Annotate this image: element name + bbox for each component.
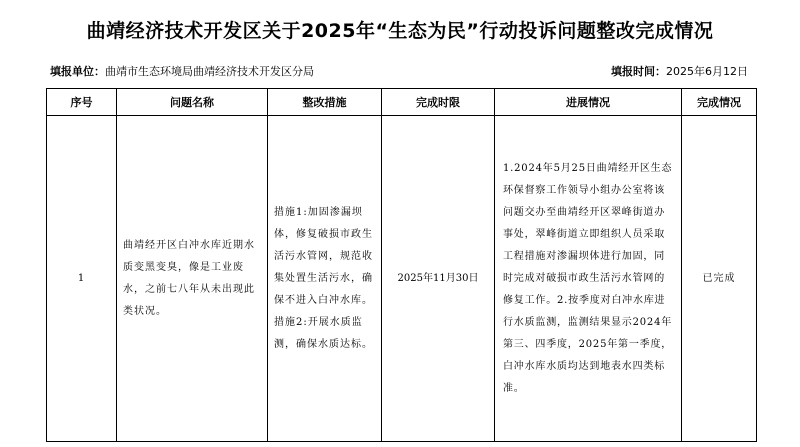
- reporting-time-value: 2025年6月12日: [666, 65, 748, 78]
- reporting-unit-label: 填报单位：: [50, 65, 105, 78]
- reporting-unit-value: 曲靖市生态环境局曲靖经济技术开发区分局: [105, 65, 314, 78]
- header-progress: 进展情况: [495, 89, 682, 116]
- header-seq: 序号: [47, 89, 117, 116]
- reporting-unit: [50, 63, 314, 79]
- reporting-time: [611, 63, 748, 79]
- cell-problem: 曲靖经开区白冲水库近期水质变黑变臭，像是工业废水，之前七八年从未出现此类状况。: [117, 116, 268, 442]
- cell-deadline: 2025年11月30日: [382, 116, 495, 442]
- header-status: 完成情况: [682, 89, 757, 116]
- rectification-table: [46, 88, 757, 442]
- table-header-row: [47, 89, 757, 116]
- document-title: 曲靖经济技术开发区关于2025年“生态为民”行动投诉问题整改完成情况: [86, 20, 714, 42]
- cell-progress: 1.2024年5月25日曲靖经开区生态环保督察工作领导小组办公室将该问题交办至曲靖经开区翠峰街道办事处，翠峰街道立即组织人员采取工程措施对渗漏坝体进行加固，同时完成对破损市政生活污水管网的修复工作。2.按季度对白冲水库进行水质监测，监测结果显示2024年第三、四季度，2025年第一季度，白冲水库水质均达到地表水四类标准。: [495, 116, 682, 442]
- reporting-time-label: 填报时间：: [611, 65, 666, 78]
- header-deadline: 完成时限: [382, 89, 495, 116]
- cell-measures: 措施1:加固渗漏坝体，修复破损市政生活污水管网，规范收集处置生活污水，确保不进入白冲水库。措施2:开展水质监测，确保水质达标。: [268, 116, 382, 442]
- header-measures: 整改措施: [268, 89, 382, 116]
- header-problem: 问题名称: [117, 89, 268, 116]
- table-row: [47, 116, 757, 442]
- cell-status: 已完成: [682, 116, 757, 442]
- cell-seq: 1: [47, 116, 117, 442]
